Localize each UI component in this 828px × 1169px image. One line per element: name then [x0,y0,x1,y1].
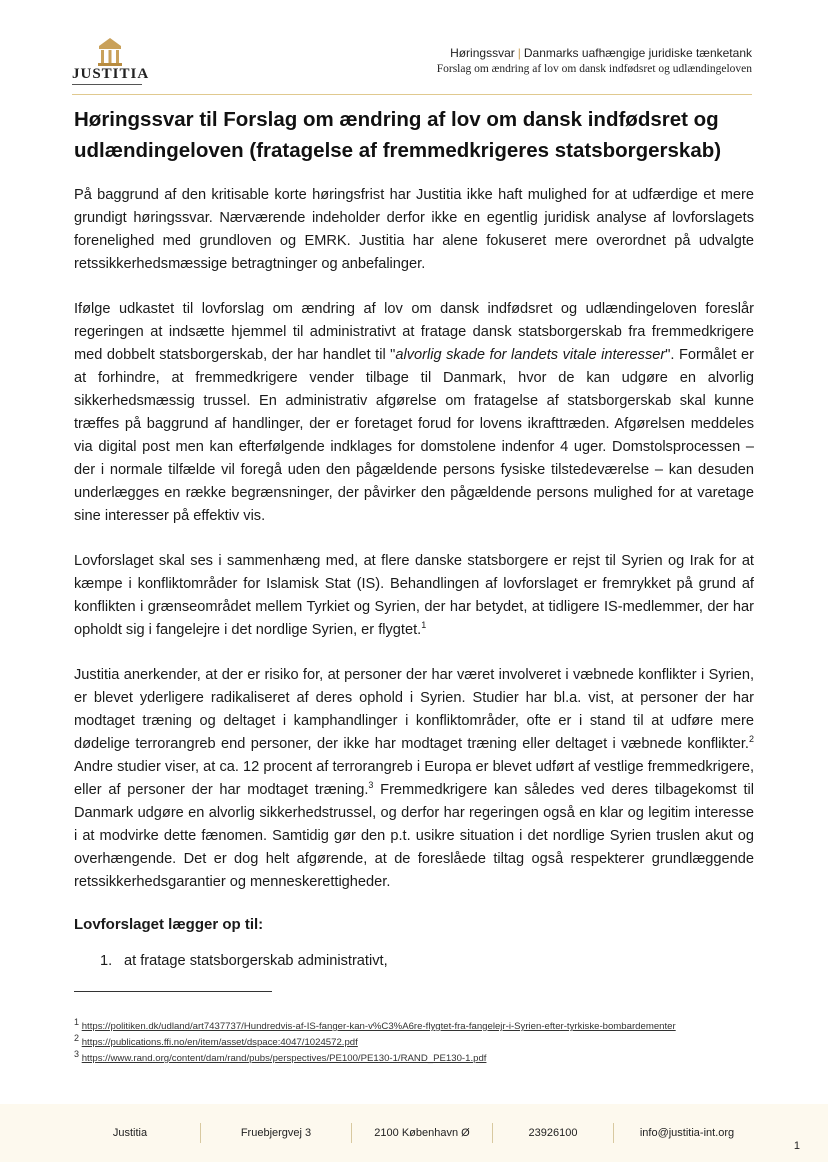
header-text [437,46,752,75]
header-doc-type: Høringssvar [450,46,515,60]
footnote-number: 1 [74,1016,80,1027]
paragraph-3-text: Lovforslaget skal ses i sammenhæng med, at flere danske statsborgere er rejst til Syrien og Irak for at kæmpe i konfliktområder for Islamisk Stat (IS). Behandlingen af lovforslaget er fremrykket på grund af konflikten i grænseområdet mellem Tyrkiet og Syrien, der har betydet, at tidligere IS-medlemmer, der har opholdt sig i fangelejre i det nordlige Syrien, er flygtet. [74,553,754,638]
paragraph-4-text-c: Fremmedkrigere kan således ved deres tilbagekomst til Danmark udgøre en alvorlig sikkerhedstrussel, og derfor har regeringen også en klar og legitim interesse i at modvirke dette fænomen. Samtidig gør den p.t. usikre situation i det nordlige Syrien truslen akut og overhængende. Det er dog helt afgørende, at de foreslåede tiltag også respekterer grundlæggende retssikkerhedsgarantier og menneskerettigheder. [74,782,754,890]
footnote-ref-2[interactable]: 2 [748,734,754,745]
footnote-3 [74,1048,754,1065]
footer-street: Fruebjergvej 3 [240,1127,312,1139]
footnote-1 [74,1016,754,1033]
footnotes [74,1016,754,1068]
footnote-number: 3 [74,1048,80,1059]
paragraph-4 [74,664,754,894]
header-line-2: Forslag om ændring af lov om dansk indfødsret og udlændingeloven [436,63,752,75]
paragraph-4-text-b: Andre studier viser, at ca. 12 procent af terrorangreb i Europa er blevet udført af vestlige fremmedkrigere, eller af personer der har modtaget træning. [74,759,754,798]
section-heading: Lovforslaget lægger op til: [74,916,264,933]
list-item [74,953,754,969]
footnote-ref-3[interactable]: 3 [368,780,374,791]
footnote-link[interactable]: https://politiken.dk/udland/art7437737/Hundredvis-af-IS-fanger-kan-v%C3%A6re-flygtet-fra-fangelejr-i-Syrien-efter-tyrkiske-bombardementer [81,1021,676,1032]
footnote-ref-1[interactable]: 1 [421,620,427,631]
justitia-logo-icon [90,36,130,68]
paragraph-1: På baggrund af den kritisable korte høringsfrist har Justitia ikke haft mulighed for at udfærdige et mere grundigt høringssvar. Nærværende indeholder derfor ikke en egentlig juridisk analyse af lovforslagets forenelighed med grundloven og EMRK. Justitia har alene fokuseret mere overordnet på udvalgte retssikkerhedsmæssige betragtninger og anbefalinger. [74,187,754,272]
footer-email[interactable]: info@justitia-int.org [639,1127,735,1139]
header-separator: | [517,46,521,60]
footnote-number: 2 [74,1032,80,1043]
footnote-link[interactable]: https://www.rand.org/content/dam/rand/pubs/perspectives/PE100/PE130-1/RAND_PE130-1.pdf [81,1053,487,1064]
logo-underline [72,84,142,85]
logo-text: JUSTITIA [72,66,150,82]
paragraph-2-text-b: ". Formålet er at forhindre, at fremmedkrigere vender tilbage til Danmark, hvor de kan udgøre en alvorlig sikkerhedsmæssig trussel. En administrativ afgørelse om fratagelse af statsborgerskab skal kunne træffes på baggrund af handlinger, der er foretaget forud for lovens ikrafttræden. Afgørelsen meddeles via digital post men kan efterfølgende indklages for domstolene indenfor 4 uger. Domstolsprocessen – der i normale tilfælde vil foregå uden den pågældende persons fysiske tilstedeværelse – kan desuden underlægges en række begrænsninger, der påvirker den pågældende persons mulighed for at varetage sine interesser på effektiv vis. [74,347,754,524]
proposal-list [74,953,754,969]
list-item-number: 1. [100,953,113,969]
footer-contact-row [60,1122,760,1144]
footnote-link[interactable]: https://publications.ffi.no/en/item/asset/dspace:4047/1024572.pdf [81,1037,358,1048]
paragraph-2-text-a: Ifølge udkastet til lovforslag om ændring af lov om dansk indfødsret og udlændingeloven foreslår regeringen at indsætte hjemmel til administrativt at fratage dansk statsborgerskab fra fremmedkrigere med dobbelt statsborgerskab, der har handlet til " [74,301,754,363]
paragraph-2 [74,298,754,528]
paragraph-4-text-a: Justitia anerkender, at der er risiko for, at personer der har været involveret i væbnede konflikter i Syrien, er blevet yderligere radikaliseret af deres ophold i Syrien. Studier har bl.a. vist, at personer der har modtaget træning og deltaget i kamphandlinger i konfliktområder, ofte er i stand til at udføre mere dødelige terrorangreb end personer, der ikke har modtaget træning eller deltaget i væbnede konflikter. [74,667,754,752]
list-item-text: at fratage statsborgerskab administrativt, [124,953,388,969]
justitia-logo [72,36,152,86]
document-body [74,104,754,969]
header-line-1 [437,46,752,60]
paragraph-3 [74,550,754,642]
footnote-divider [74,991,272,992]
footer-phone: 23926100 [528,1127,578,1139]
footer-city: 2100 København Ø [374,1127,470,1139]
paragraph-2-quote: alvorlig skade for landets vitale interesser [395,347,666,363]
footer-org: Justitia [112,1127,148,1139]
header-org-description: Danmarks uafhængige juridiske tænketank [523,46,752,60]
footnote-2 [74,1032,754,1049]
header-divider [72,94,752,95]
page-header [72,36,752,94]
document-title: Høringssvar til Forslag om ændring af lov om dansk indfødsret og udlændingeloven (fratagelse af fremmedkrigeres statsborgerskab) [74,108,722,162]
page-number: 1 [793,1140,800,1152]
page-footer [0,1104,828,1162]
